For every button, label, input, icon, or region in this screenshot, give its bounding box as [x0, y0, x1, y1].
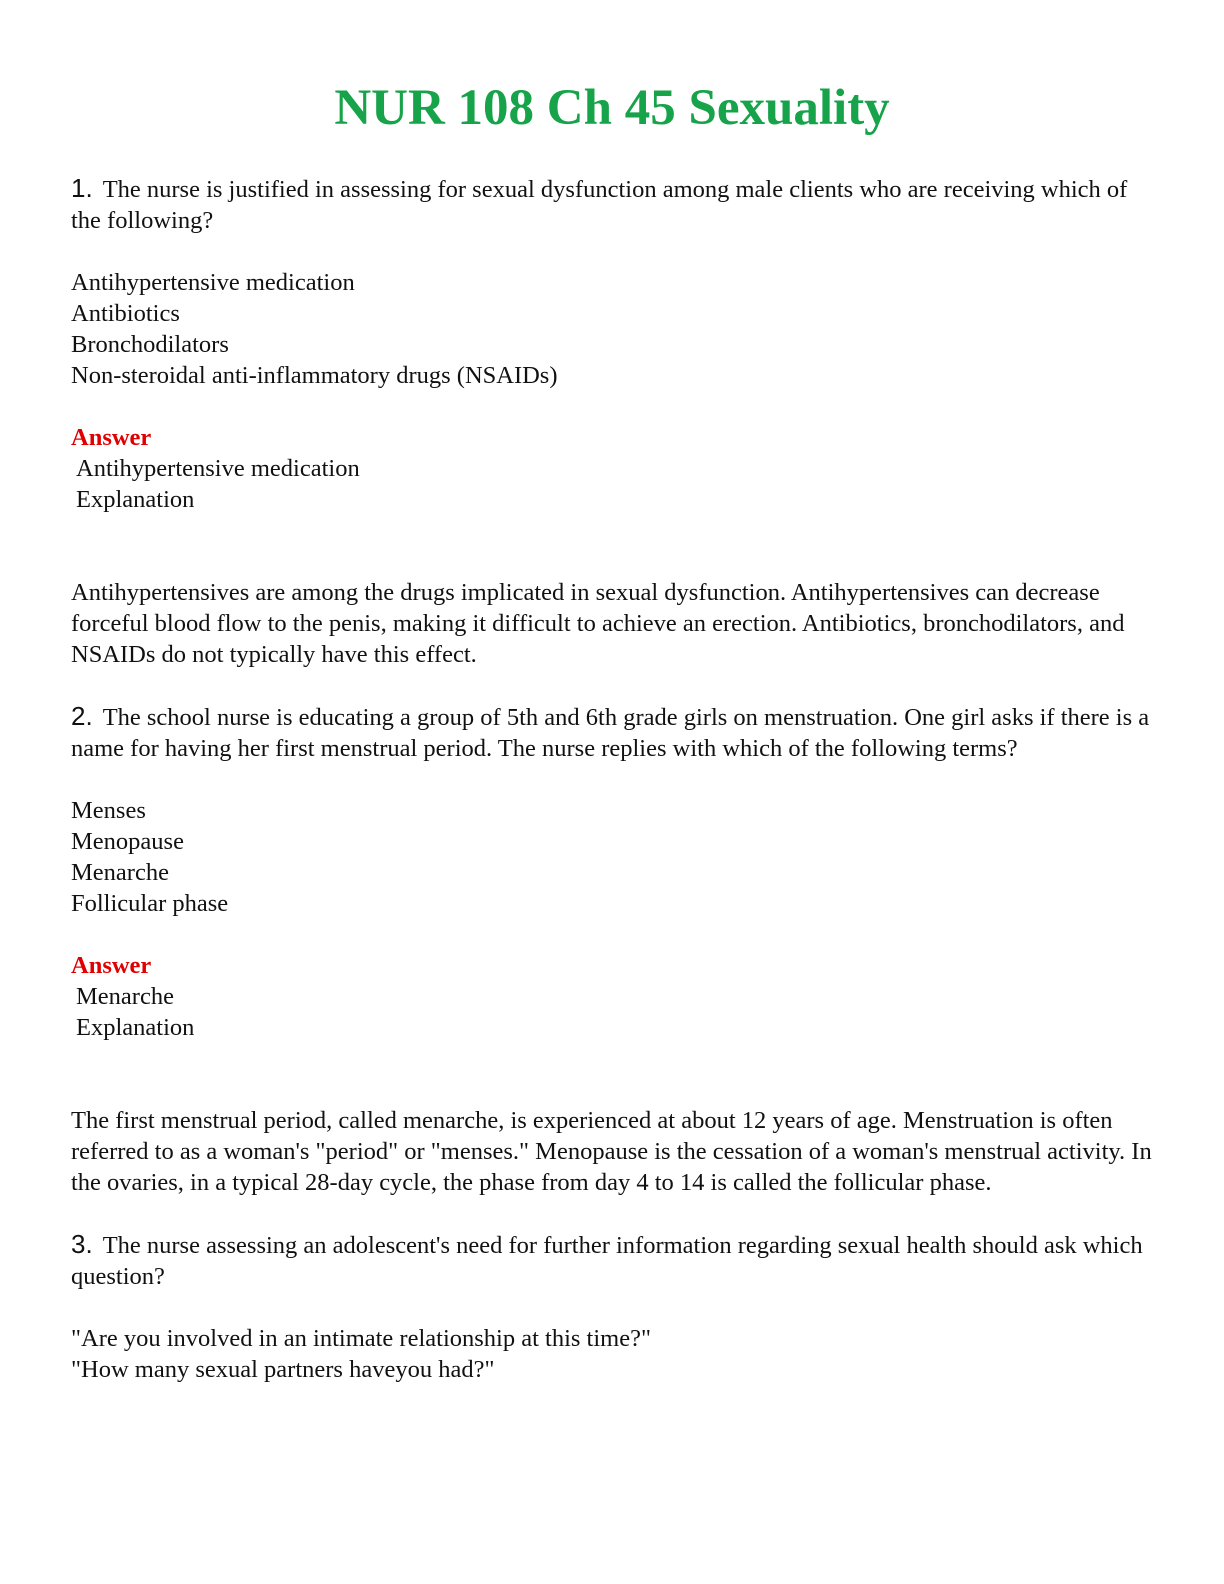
answer-label: Answer	[71, 424, 152, 451]
explanation-label: Explanation	[76, 1014, 195, 1041]
question-text	[71, 701, 1161, 764]
option: Menopause	[71, 828, 184, 855]
question-stem: The nurse is justified in assessing for sexual dysfunction among male clients who are receiving which of the following?	[71, 176, 1128, 234]
page-title: NUR 108 Ch 45 Sexuality	[334, 80, 890, 136]
explanation-text: Antihypertensives are among the drugs implicated in sexual dysfunction. Antihypertensives can decrease forceful blood flow to the penis, making it difficult to achieve an erection. Antibiotics, bronchodilators, and NSAIDs do not typically have this effect.	[71, 579, 1125, 668]
option: Bronchodilators	[71, 331, 229, 358]
option: Menarche	[71, 859, 169, 886]
question-2	[71, 701, 1161, 1198]
option: "Are you involved in an intimate relationship at this time?"	[71, 1325, 651, 1352]
answer-value: Menarche	[76, 983, 174, 1010]
answer-value: Antihypertensive medication	[76, 455, 360, 482]
question-stem: The nurse assessing an adolescent's need for further information regarding sexual health should ask which question?	[71, 1232, 1143, 1290]
option: Non-steroidal anti-inflammatory drugs (NSAIDs)	[71, 362, 558, 389]
option: Menses	[71, 797, 146, 824]
option: Follicular phase	[71, 890, 229, 917]
question-number: 1.	[71, 173, 93, 203]
explanation-text: The first menstrual period, called menarche, is experienced at about 12 years of age. Menstruation is often referred to as a woman's "period" or "menses." Menopause is the cessation of a woman's menstrual activity. In the ovaries, in a typical 28-day cycle, the phase from day 4 to 14 is called the follicular phase.	[71, 1107, 1152, 1196]
option-list	[71, 267, 1161, 391]
answer-label: Answer	[71, 952, 152, 979]
option-list	[71, 1323, 1161, 1385]
question-number: 3.	[71, 1229, 93, 1259]
question-stem: The school nurse is educating a group of 5th and 6th grade girls on menstruation. One girl asks if there is a name for having her first menstrual period. The nurse replies with which of the following terms?	[71, 704, 1150, 762]
question-text	[71, 173, 1161, 236]
option: Antihypertensive medication	[71, 269, 355, 296]
question-3	[71, 1229, 1161, 1385]
document-body	[71, 173, 1161, 1416]
option-list	[71, 795, 1161, 919]
option: Antibiotics	[71, 300, 180, 327]
question-text	[71, 1229, 1161, 1292]
explanation-label: Explanation	[76, 486, 195, 513]
question-number: 2.	[71, 701, 93, 731]
option: "How many sexual partners haveyou had?"	[71, 1356, 495, 1383]
question-1	[71, 173, 1161, 670]
